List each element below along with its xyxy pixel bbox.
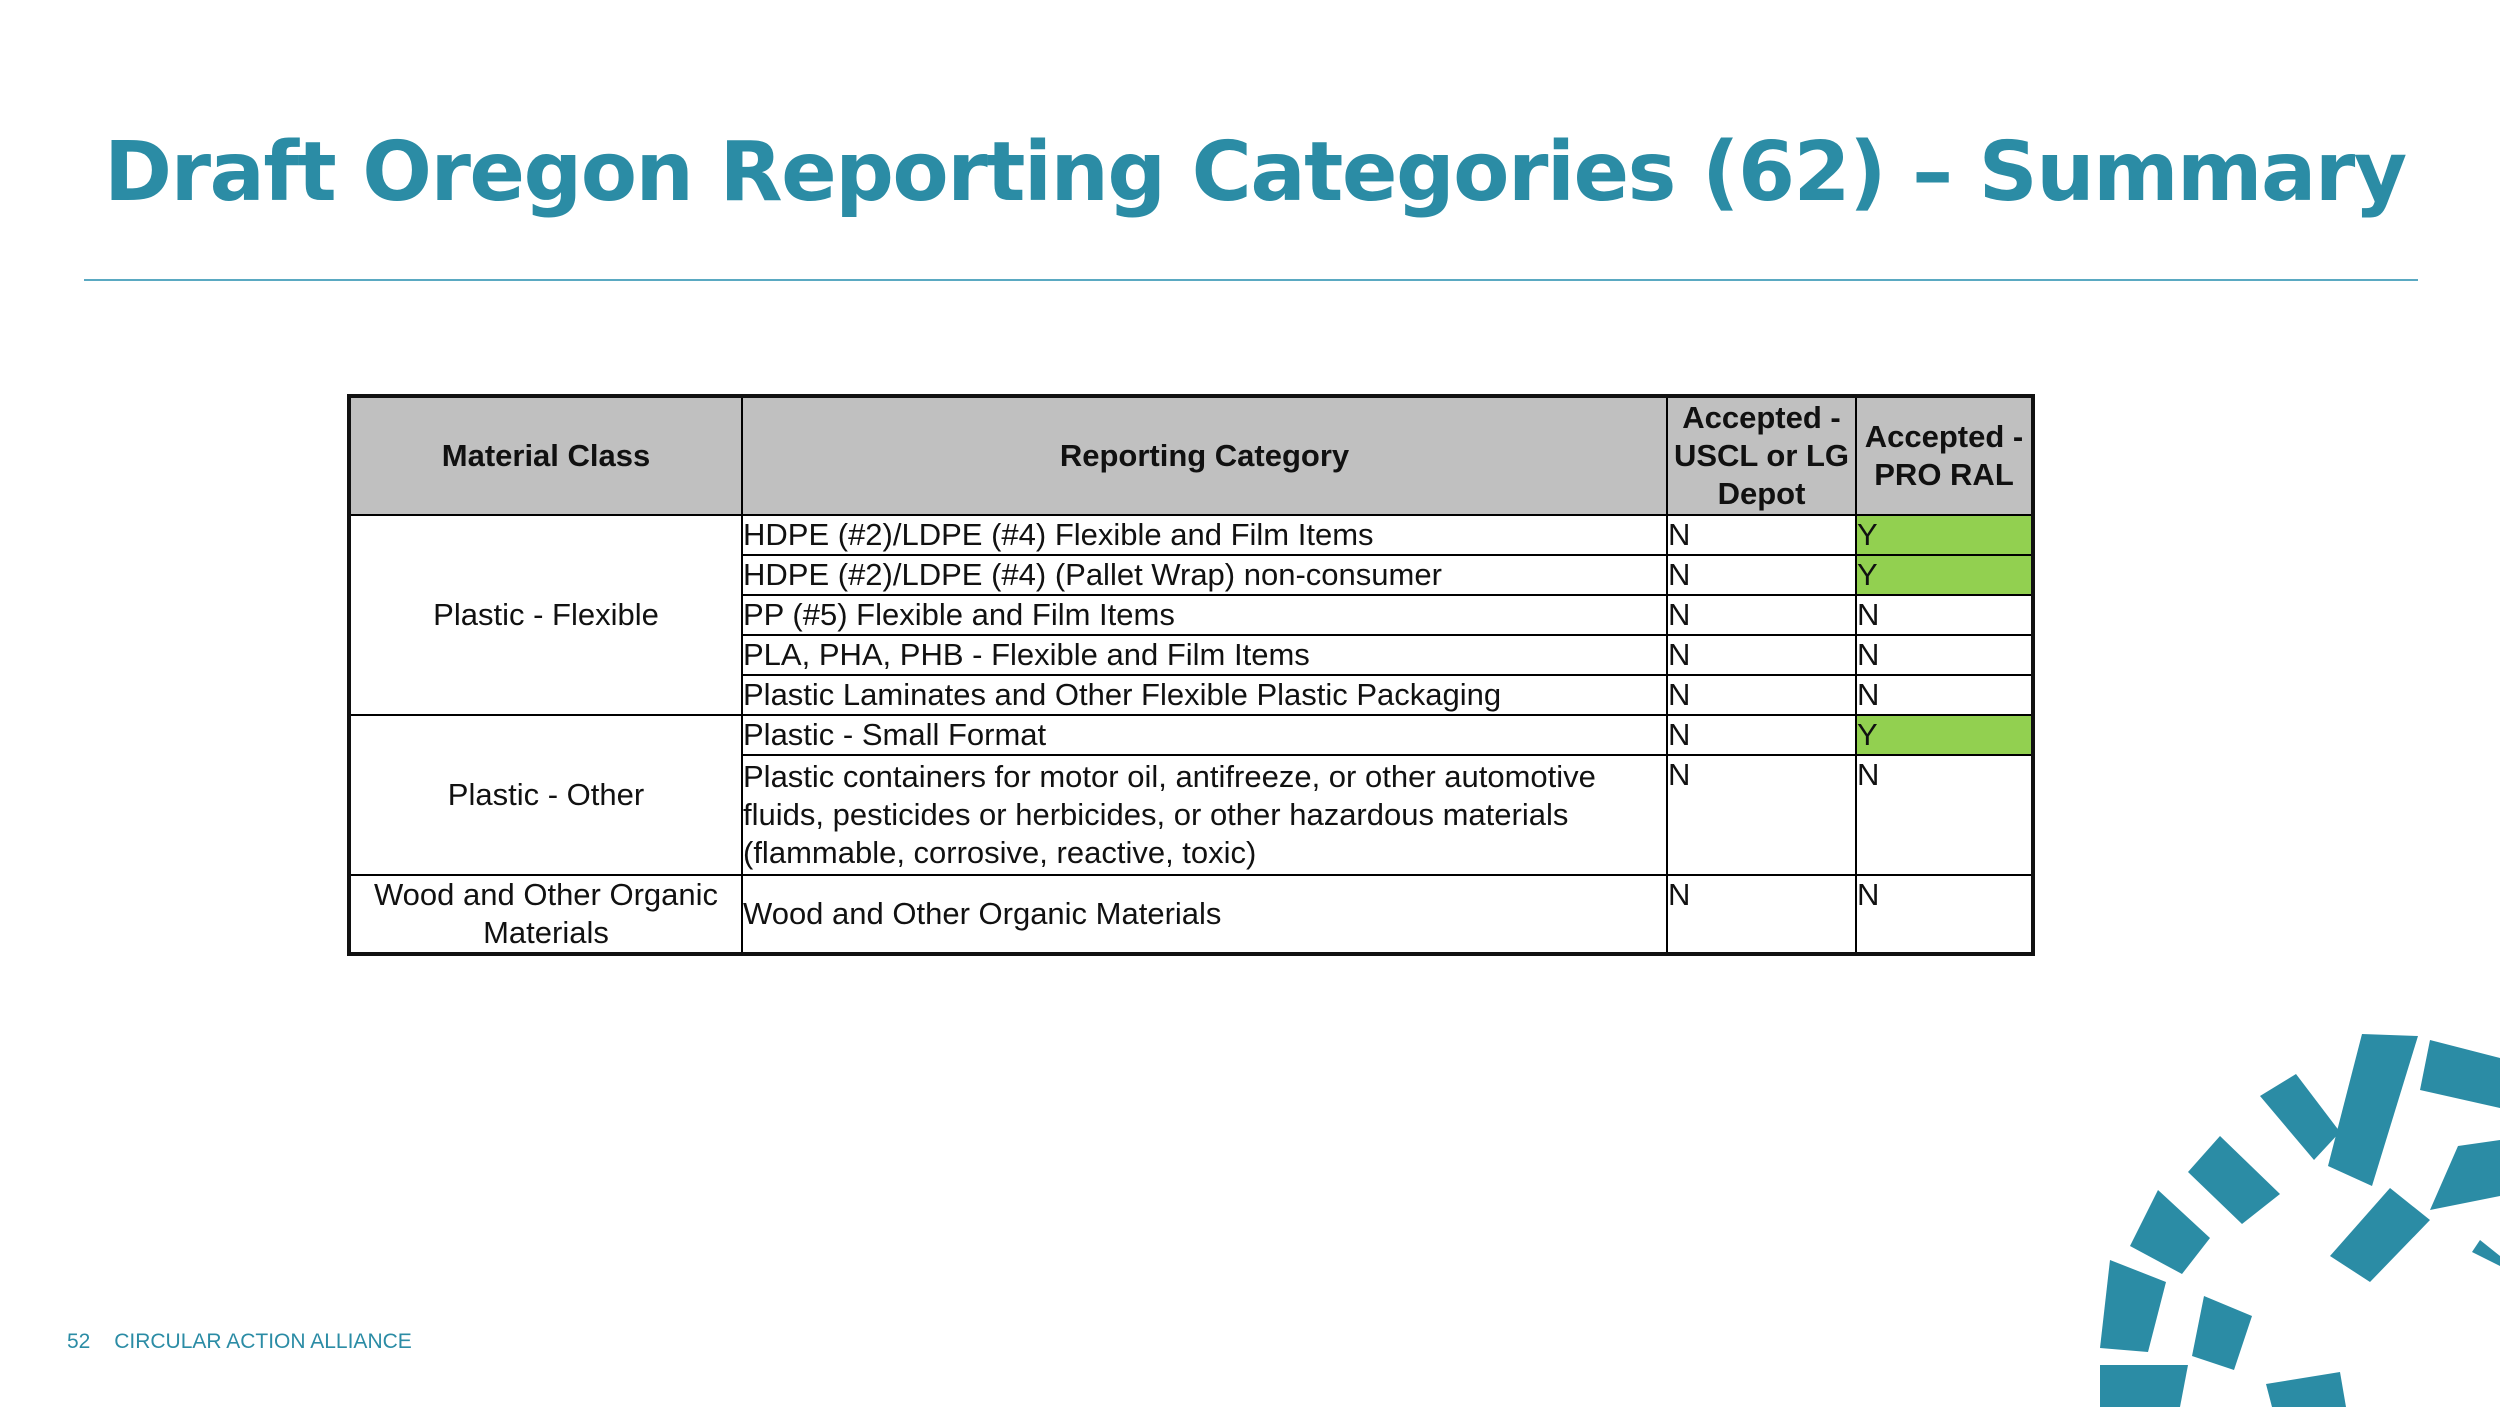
accepted-uscl-cell: N [1667, 635, 1856, 675]
table-row [349, 875, 2033, 954]
slide-title: Draft Oregon Reporting Categories (62) – Summary [104, 125, 2406, 220]
accepted-uscl-cell: N [1667, 675, 1856, 715]
accepted-pro-cell: Y [1856, 715, 2033, 755]
accepted-pro-cell: N [1856, 755, 2033, 875]
accepted-uscl-cell: N [1667, 715, 1856, 755]
slide-footer [67, 1330, 412, 1354]
material-class-cell: Wood and Other Organic Materials [349, 875, 742, 954]
accepted-pro-cell: N [1856, 675, 2033, 715]
reporting-category-cell: Plastic Laminates and Other Flexible Plastic Packaging [742, 675, 1667, 715]
organization-name: CIRCULAR ACTION ALLIANCE [114, 1330, 412, 1353]
header-reporting-category: Reporting Category [742, 396, 1667, 515]
title-divider [84, 279, 2418, 281]
accepted-uscl-cell: N [1667, 755, 1856, 875]
table-row [349, 515, 2033, 555]
header-accepted-uscl: Accepted - USCL or LG Depot [1667, 396, 1856, 515]
reporting-category-cell: Wood and Other Organic Materials [742, 875, 1667, 954]
accepted-pro-cell: Y [1856, 515, 2033, 555]
reporting-category-cell: HDPE (#2)/LDPE (#4) Flexible and Film Items [742, 515, 1667, 555]
reporting-category-cell: PLA, PHA, PHB - Flexible and Film Items [742, 635, 1667, 675]
reporting-category-cell: HDPE (#2)/LDPE (#4) (Pallet Wrap) non-consumer [742, 555, 1667, 595]
header-material-class: Material Class [349, 396, 742, 515]
reporting-categories-table-wrapper [347, 394, 2035, 956]
accepted-uscl-cell: N [1667, 555, 1856, 595]
accepted-uscl-cell: N [1667, 875, 1856, 954]
accepted-uscl-cell: N [1667, 515, 1856, 555]
table-row [349, 715, 2033, 755]
table-header-row [349, 396, 2033, 515]
material-class-cell: Plastic - Flexible [349, 515, 742, 715]
circular-action-alliance-logo-icon [2100, 1020, 2500, 1407]
page-number: 52 [67, 1330, 91, 1353]
accepted-pro-cell: N [1856, 875, 2033, 954]
accepted-uscl-cell: N [1667, 595, 1856, 635]
reporting-categories-table [347, 394, 2035, 956]
reporting-category-cell: Plastic - Small Format [742, 715, 1667, 755]
reporting-category-cell: Plastic containers for motor oil, antifreeze, or other automotive fluids, pesticides or herbicides, or other hazardous materials (flammable, corrosive, reactive, toxic) [742, 755, 1667, 875]
reporting-category-cell: PP (#5) Flexible and Film Items [742, 595, 1667, 635]
accepted-pro-cell: N [1856, 595, 2033, 635]
accepted-pro-cell: N [1856, 635, 2033, 675]
header-accepted-pro: Accepted - PRO RAL [1856, 396, 2033, 515]
material-class-cell: Plastic - Other [349, 715, 742, 875]
accepted-pro-cell: Y [1856, 555, 2033, 595]
